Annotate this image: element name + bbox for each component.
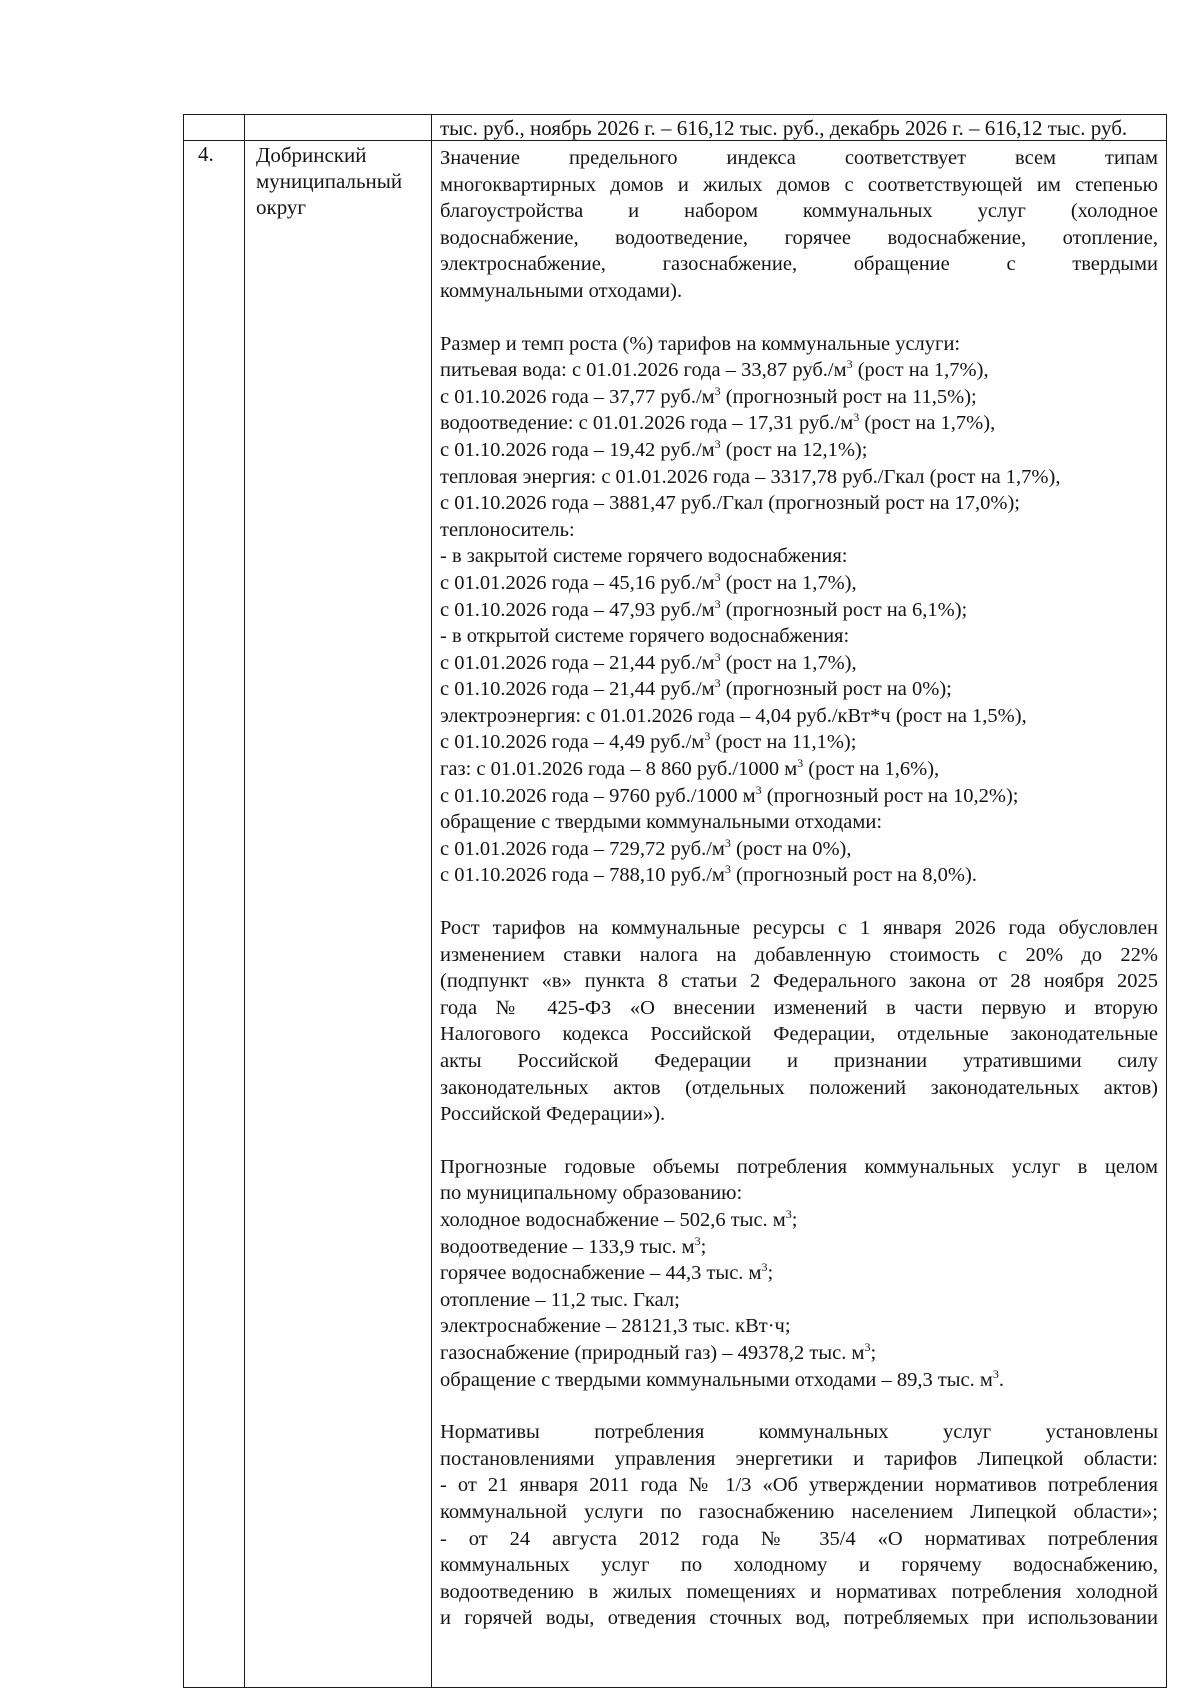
tariff-line: водоотведение: с 01.01.2026 года – 17,31 $руб./м^3$ (рост на 1,7%), [440,410,996,435]
tariff-line: питьевая вода: с 01.01.2026 года – 33,87 $руб./м^3$ (рост на 1,7%), [440,357,989,382]
text-line: коммунальной услуги по газоснабжению населением Липецкой области»; [440,1500,1158,1523]
tariff-line: с 01.10.2026 года – 21,44 $руб./м^3$ (прогнозный рост на 0%); [440,676,952,701]
text-line: года № 425-ФЗ «О внесении изменений в части первую и вторую [440,996,1158,1019]
volumes-title-line: Прогнозные годовые объемы потребления коммунальных услуг в целом [440,1155,1158,1178]
cell-name [245,141,432,1688]
volumes-section [440,1154,1158,1393]
volume-line: обращение с твердыми коммунальными отходами – 89,3 тыс. $м^3$. [440,1366,1005,1391]
row-number: 4. [198,142,214,166]
intro-paragraph [440,145,1158,305]
tariff-line: с 01.01.2026 года – 729,72 $руб./м^3$ (рост на 0%), [440,836,852,860]
text-line: Налогового кодекса Российской Федерации, отдельные законодательные [440,1023,1158,1046]
table-row [184,141,1167,1688]
text-line: Нормативы потребления коммунальных услуг установлены [440,1421,1158,1444]
continuation-row [184,115,1167,141]
description-body [432,141,1166,1634]
text-line: постановлениями управления энергетики и тарифов Липецкой области: [440,1447,1158,1470]
municipality-name [245,141,431,220]
tariff-line: с 01.01.2026 года – 45,16 $руб./м^3$ (рост на 1,7%), [440,570,857,594]
cell-description [432,141,1167,1688]
text-line: благоустройства и набором коммунальных услуг (холодное [440,200,1158,223]
cell-number [184,141,245,1688]
tariff-line: с 01.10.2026 года – 4,49 $руб./м^3$ (рост на 11,1%); [440,729,857,754]
tariff-line: тепловая энергия: с 01.01.2026 года – 3317,78 руб./Гкал (рост на 1,7%), [440,465,1061,488]
volume-line: горячее водоснабжение – 44,3 тыс. $м^3$; [440,1260,774,1285]
tariff-line: с 01.10.2026 года – 37,77 $руб./м^3$ (прогнозный рост на 11,5%); [440,383,977,408]
tariffs-section [440,331,1158,889]
name-line: муниципальный [256,169,403,193]
tariff-line: теплоноситель: [440,518,575,541]
tariff-line: с 01.01.2026 года – 21,44 $руб./м^3$ (рост на 1,7%), [440,649,857,674]
text-line: законодательных актов (отдельных положений законодательных актов) [440,1076,1158,1099]
cell-continuation [432,115,1167,141]
name-line: Добринский [256,143,367,167]
tariff-line: электроэнергия: с 01.01.2026 года – 4,04 руб./кВт*ч (рост на 1,5%), [440,704,1027,727]
volume-line: газоснабжение (природный газ) – 49378,2 тыс. $м^3$; [440,1340,877,1364]
text-line: водоснабжение, водоотведение, горячее водоснабжение, отопление, [440,226,1158,249]
text-line: электроснабжение, газоснабжение, обращение с твердыми [440,253,1158,276]
tariff-line: с 01.10.2026 года – 47,93 $руб./м^3$ (прогнозный рост на 6,1%); [440,596,968,621]
volume-line: отопление – 11,2 тыс. Гкал; [440,1288,680,1311]
text-line: (подпункт «в» пункта 8 статьи 2 Федерального закона от 28 ноября 2025 [440,970,1158,993]
text-line: Рост тарифов на коммунальные ресурсы с 1 января 2026 года обусловлен [440,917,1158,940]
name-line: округ [256,195,307,219]
text-line: Российской Федерации»). [440,1103,666,1126]
tariff-line: с 01.10.2026 года – 19,42 $руб./м^3$ (рост на 12,1%); [440,437,868,461]
volume-line: холодное водоснабжение – 502,6 тыс. $м^3$; [440,1207,798,1231]
tariff-line: с 01.10.2026 года – 3881,47 руб./Гкал (прогнозный рост на 17,0%); [440,492,1021,515]
text-line: изменением ставки налога на добавленную стоимость с 20% до 22% [440,943,1158,966]
growth-paragraph [440,915,1158,1128]
continuation-text: тыс. руб., ноябрь 2026 г. – 616,12 тыс. руб., декабрь 2026 г. – 616,12 тыс. руб. [440,116,1128,140]
tariff-line: с 01.10.2026 года – 788,10 $руб./м^3$ (прогнозный рост на 8,0%). [440,862,977,887]
text-line: - от 24 августа 2012 года № 35/4 «О нормативах потребления [440,1527,1158,1550]
text-line: акты Российской Федерации и признании утратившими силу [440,1050,1158,1072]
cell-number-empty [184,115,245,141]
text-line: - от 21 января 2011 года № 1/3 «Об утверждении нормативов потребления [440,1474,1158,1497]
cell-name-empty [245,115,432,141]
tariff-line: с 01.10.2026 года – 9760 руб./1000 $м^3$ (прогнозный рост на 10,2%); [440,782,1019,807]
text-line: коммунальными отходами). [440,279,683,302]
tariff-line: обращение с твердыми коммунальными отходами: [440,811,883,834]
volume-line: водоотведение – 133,9 тыс. $м^3$; [440,1233,707,1258]
text-line: и горячей воды, отведения сточных вод, потребляемых при использовании [440,1607,1158,1630]
volumes-title-line: по муниципальному образованию: [440,1182,743,1205]
text-line: водоотведению в жилых помещениях и нормативах потребления холодной [440,1580,1158,1603]
text-line: коммунальных услуг по холодному и горячему водоснабжению, [440,1554,1158,1577]
tariffs-title: Размер и темп роста (%) тарифов на коммунальные услуги: [440,332,961,355]
tariff-table [183,114,1167,1688]
volume-line: электроснабжение – 28121,3 тыс. кВт·ч; [440,1315,791,1338]
text-line: Значение предельного индекса соответствует всем типам [440,147,1158,169]
norms-paragraph [440,1419,1158,1632]
tariff-line: - в закрытой системе горячего водоснабжения: [440,545,848,568]
text-line: многоквартирных домов и жилых домов с соответствующей им степенью [440,173,1158,196]
tariff-line: - в открытой системе горячего водоснабжения: [440,625,850,648]
tariff-line: газ: с 01.01.2026 года – 8 860 руб./1000 $м^3$ (рост на 1,6%), [440,756,940,781]
